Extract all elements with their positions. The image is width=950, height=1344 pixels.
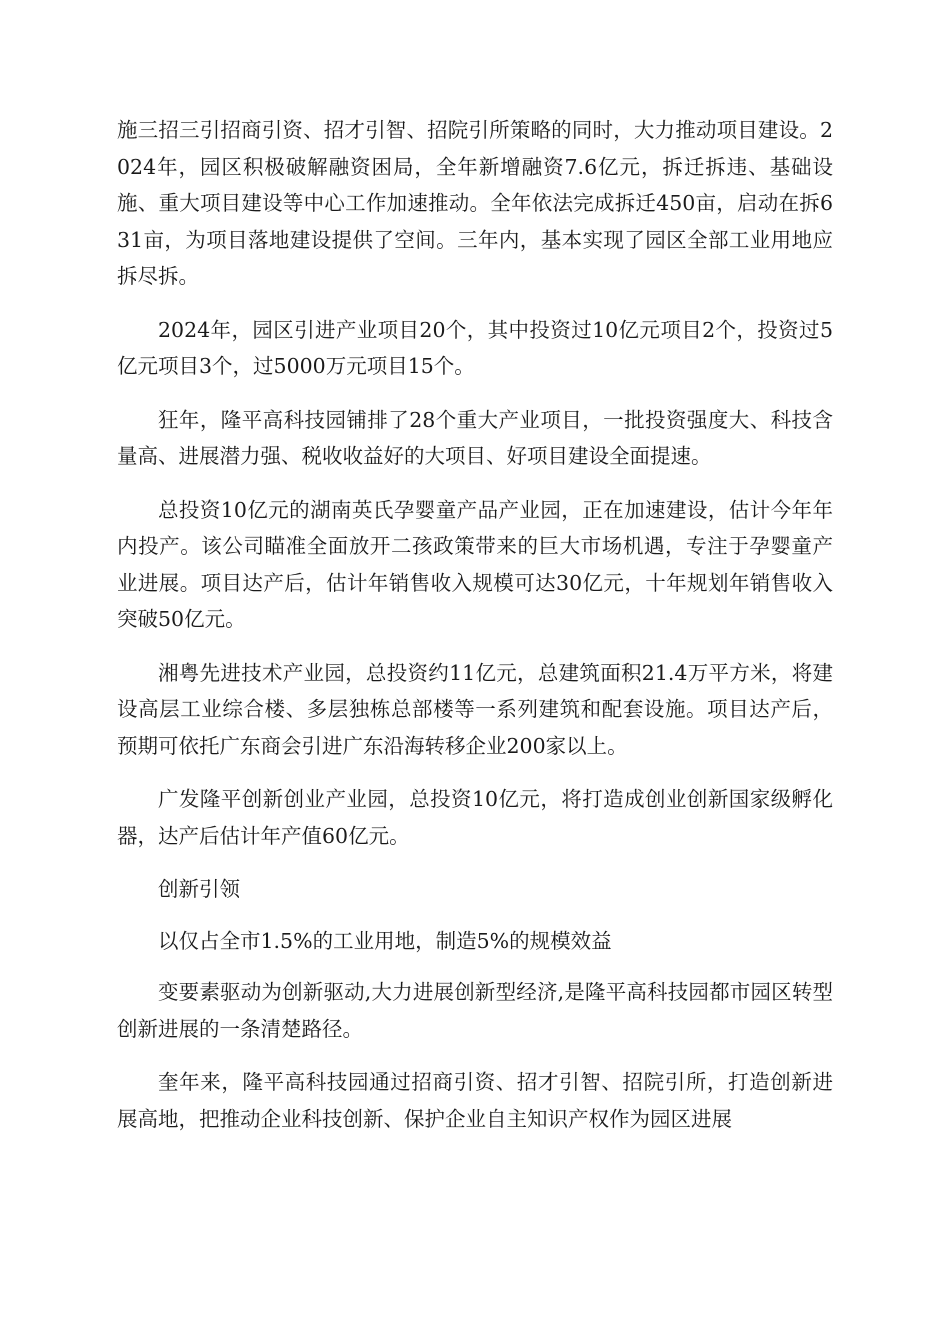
document-page — [117, 112, 833, 1154]
paragraph-innovation-driven: 变要素驱动为创新驱动,大力进展创新型经济,是隆平高科技园都市园区转型创新进展的一条清楚路径。 — [117, 980, 833, 1041]
paragraph-recent-years: 奎年来，隆平高科技园通过招商引资、招才引智、招院引所，打造创新进展高地，把推动企业科技创新、保护企业自主知识产权作为园区进展 — [117, 1070, 833, 1131]
paragraph-major-projects: 狂年，隆平高科技园铺排了28个重大产业项目，一批投资强度大、科技含量高、进展潜力强、税收收益好的大项目、好项目建设全面提速。 — [117, 407, 833, 468]
paragraph-yingshi-park: 总投资10亿元的湖南英氏孕婴童产品产业园，正在加速建设，估计今年年内投产。该公司瞄准全面放开二孩政策带来的巨大市场机遇，专注于孕婴童产业进展。项目达产后，估计年销售收入规模可达30亿元，十年规划年销售收入突破50亿元。 — [117, 497, 833, 631]
paragraph-guangfa-park: 广发隆平创新创业产业园，总投资10亿元，将打造成创业创新国家级孵化器，达产后估计年产值60亿元。 — [117, 787, 833, 848]
paragraph-xiangyue-park: 湘粤先进技术产业园，总投资约11亿元，总建筑面积21.4万平方米，将建设高层工业综合楼、多层独栋总部楼等一系列建筑和配套设施。项目达产后，预期可依托广东商会引进广东沿海转移企业200家以上。 — [117, 660, 833, 758]
paragraph-continued: 施三招三引招商引资、招才引智、招院引所策略的同时，大力推动项目建设。2024年，园区积极破解融资困局，全年新增融资7.6亿元，拆迁拆违、基础设施、重大项目建设等中心工作加速推动。全年依法完成拆迁450亩，启动在拆631亩，为项目落地建设提供了空间。三年内，基本实现了园区全部工业用地应拆尽拆。 — [117, 118, 833, 288]
section-subheading: 以仅占全市1.5%的工业用地，制造5%的规模效益 — [158, 928, 612, 953]
section-heading: 创新引领 — [158, 877, 240, 901]
paragraph-2024-projects: 2024年，园区引进产业项目20个，其中投资过10亿元项目2个，投资过5亿元项目3个，过5000万元项目15个。 — [117, 317, 833, 378]
